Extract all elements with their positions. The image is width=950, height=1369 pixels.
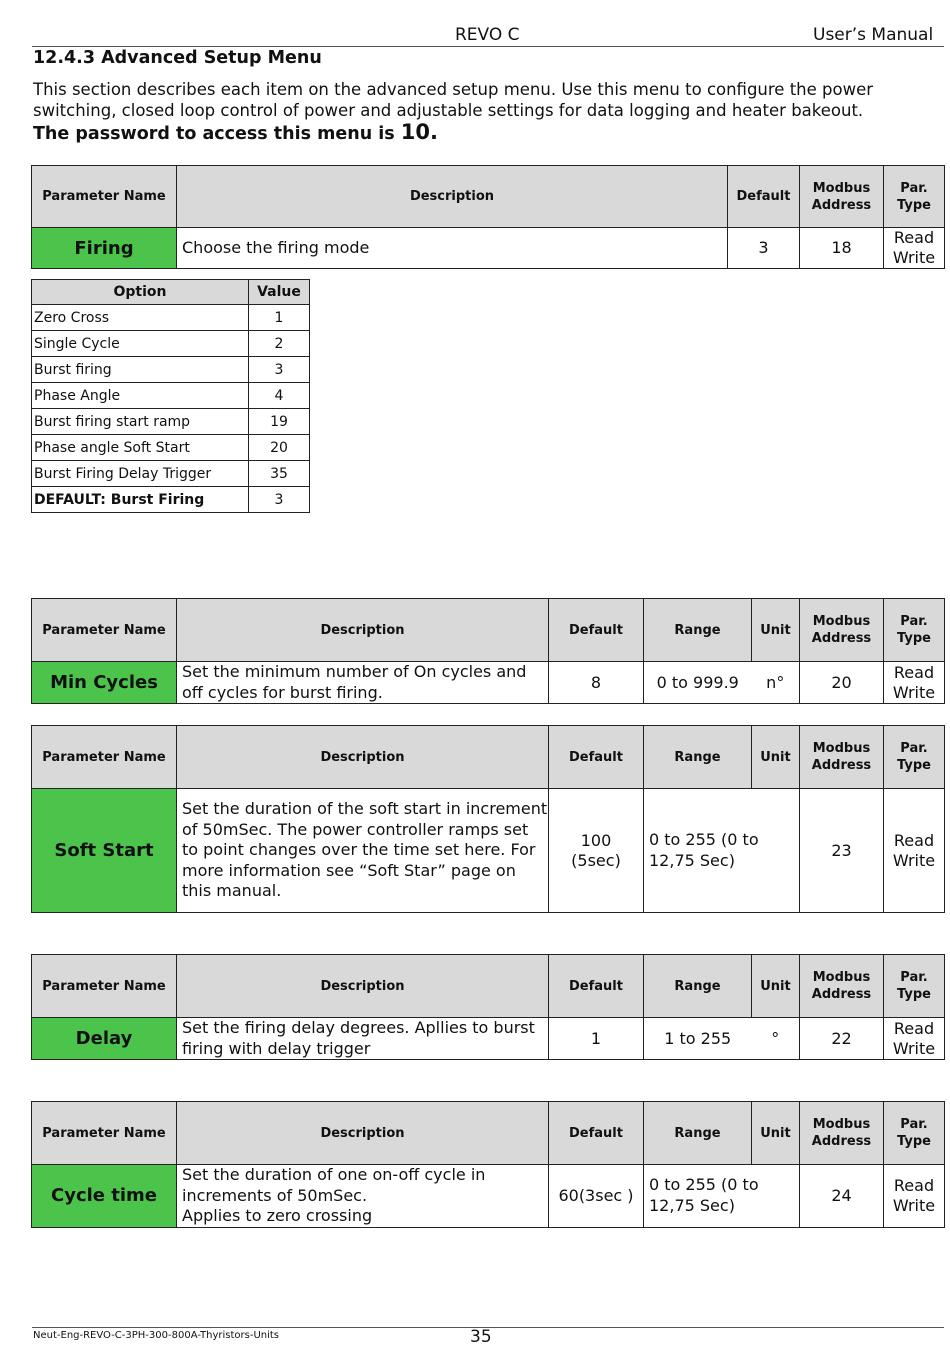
col-parameter-name: Parameter Name bbox=[32, 1102, 177, 1165]
col-parameter-name: Parameter Name bbox=[32, 599, 177, 662]
option-value: 20 bbox=[249, 435, 310, 461]
col-modbus: Modbus Address bbox=[800, 1102, 884, 1165]
cycle-time-table bbox=[31, 1101, 945, 1228]
col-default: Default bbox=[549, 599, 644, 662]
table-row bbox=[32, 487, 310, 513]
section-heading: 12.4.3 Advanced Setup Menu bbox=[33, 48, 322, 68]
option-value: 4 bbox=[249, 383, 310, 409]
col-range: Range bbox=[644, 599, 752, 662]
option-label: Burst firing bbox=[32, 357, 249, 383]
param-type: Read Write bbox=[884, 789, 945, 913]
col-par-type: Par. Type bbox=[884, 955, 945, 1018]
param-range: 0 to 255 (0 to 12,75 Sec) bbox=[644, 789, 800, 913]
param-desc: Set the firing delay degrees. Apllies to burst firing with delay trigger bbox=[177, 1018, 549, 1060]
param-type: Read Write bbox=[884, 228, 945, 269]
col-par-type: Par. Type bbox=[884, 166, 945, 228]
min-cycles-table bbox=[31, 598, 945, 704]
col-par-type: Par. Type bbox=[884, 726, 945, 789]
col-default: Default bbox=[728, 166, 800, 228]
param-modbus: 20 bbox=[800, 662, 884, 704]
param-desc-line: Applies to zero crossing bbox=[182, 1206, 373, 1225]
table-row bbox=[32, 383, 310, 409]
option-label: Burst firing start ramp bbox=[32, 409, 249, 435]
param-default: 3 bbox=[728, 228, 800, 269]
col-default: Default bbox=[549, 955, 644, 1018]
col-range: Range bbox=[644, 1102, 752, 1165]
table-row bbox=[32, 435, 310, 461]
col-description: Description bbox=[177, 955, 549, 1018]
page-number: 35 bbox=[470, 1327, 492, 1347]
param-desc bbox=[177, 1165, 549, 1228]
param-modbus: 24 bbox=[800, 1165, 884, 1228]
table-row bbox=[32, 305, 310, 331]
col-description: Description bbox=[177, 166, 728, 228]
header-rule bbox=[32, 46, 944, 47]
col-modbus: Modbus Address bbox=[800, 955, 884, 1018]
col-unit: Unit bbox=[752, 726, 800, 789]
option-label: Phase angle Soft Start bbox=[32, 435, 249, 461]
col-modbus: Modbus Address bbox=[800, 166, 884, 228]
col-parameter-name: Parameter Name bbox=[32, 166, 177, 228]
param-default: 100 (5sec) bbox=[549, 789, 644, 913]
col-description: Description bbox=[177, 726, 549, 789]
option-value: 2 bbox=[249, 331, 310, 357]
col-value: Value bbox=[249, 280, 310, 305]
col-default: Default bbox=[549, 1102, 644, 1165]
header-manual: User’s Manual bbox=[813, 25, 934, 45]
col-description: Description bbox=[177, 599, 549, 662]
param-type: Read Write bbox=[884, 662, 945, 704]
param-desc: Choose the firing mode bbox=[177, 228, 728, 269]
option-value: 3 bbox=[249, 357, 310, 383]
param-desc: Set the duration of the soft start in increment of 50mSec. The power controller ramps set to point changes over the time set here. For more information see “Soft Star” page on this manual. bbox=[177, 789, 549, 913]
col-default: Default bbox=[549, 726, 644, 789]
param-unit: ° bbox=[752, 1018, 800, 1060]
option-label: Single Cycle bbox=[32, 331, 249, 357]
col-option: Option bbox=[32, 280, 249, 305]
param-name-firing: Firing bbox=[32, 228, 177, 269]
param-desc-line: Set the duration of one on-off cycle in increments of 50mSec. bbox=[182, 1165, 486, 1205]
param-name-soft-start: Soft Start bbox=[32, 789, 177, 913]
col-description: Description bbox=[177, 1102, 549, 1165]
param-name-min-cycles: Min Cycles bbox=[32, 662, 177, 704]
param-name-delay: Delay bbox=[32, 1018, 177, 1060]
param-modbus: 22 bbox=[800, 1018, 884, 1060]
table-row bbox=[32, 461, 310, 487]
table-row bbox=[32, 331, 310, 357]
option-value: 1 bbox=[249, 305, 310, 331]
param-type: Read Write bbox=[884, 1165, 945, 1228]
table-row bbox=[32, 357, 310, 383]
option-value: 35 bbox=[249, 461, 310, 487]
col-range: Range bbox=[644, 955, 752, 1018]
option-label: Burst Firing Delay Trigger bbox=[32, 461, 249, 487]
header-title: REVO C bbox=[455, 25, 520, 45]
param-modbus: 18 bbox=[800, 228, 884, 269]
col-parameter-name: Parameter Name bbox=[32, 955, 177, 1018]
option-label: Phase Angle bbox=[32, 383, 249, 409]
col-modbus: Modbus Address bbox=[800, 599, 884, 662]
password-text: The password to access this menu is bbox=[33, 124, 401, 144]
option-value: 19 bbox=[249, 409, 310, 435]
col-unit: Unit bbox=[752, 1102, 800, 1165]
option-label: DEFAULT: Burst Firing bbox=[32, 487, 249, 513]
firing-table bbox=[31, 165, 945, 269]
footer-doc-id: Neut-Eng-REVO-C-3PH-300-800A-Thyristors-Units bbox=[33, 1330, 280, 1341]
col-par-type: Par. Type bbox=[884, 599, 945, 662]
option-value: 3 bbox=[249, 487, 310, 513]
option-label: Zero Cross bbox=[32, 305, 249, 331]
param-range: 0 to 255 (0 to 12,75 Sec) bbox=[644, 1165, 800, 1228]
password-line bbox=[33, 120, 438, 144]
col-unit: Unit bbox=[752, 955, 800, 1018]
password-value: 10. bbox=[400, 120, 438, 144]
param-range: 1 to 255 bbox=[644, 1018, 752, 1060]
param-range: 0 to 999.9 bbox=[644, 662, 752, 704]
soft-start-table bbox=[31, 725, 945, 913]
firing-options-table bbox=[31, 279, 310, 513]
table-row bbox=[32, 409, 310, 435]
delay-table bbox=[31, 954, 945, 1060]
col-range: Range bbox=[644, 726, 752, 789]
section-intro: This section describes each item on the advanced setup menu. Use this menu to configure the power switching, closed loop control of power and adjustable settings for data logging and heater bakeout. bbox=[33, 80, 874, 120]
param-desc: Set the minimum number of On cycles and off cycles for burst firing. bbox=[177, 662, 549, 704]
param-name-cycle-time: Cycle time bbox=[32, 1165, 177, 1228]
col-unit: Unit bbox=[752, 599, 800, 662]
param-default: 1 bbox=[549, 1018, 644, 1060]
col-modbus: Modbus Address bbox=[800, 726, 884, 789]
col-parameter-name: Parameter Name bbox=[32, 726, 177, 789]
param-default: 60(3sec ) bbox=[549, 1165, 644, 1228]
param-default: 8 bbox=[549, 662, 644, 704]
param-modbus: 23 bbox=[800, 789, 884, 913]
param-type: Read Write bbox=[884, 1018, 945, 1060]
col-par-type: Par. Type bbox=[884, 1102, 945, 1165]
param-unit: n° bbox=[752, 662, 800, 704]
